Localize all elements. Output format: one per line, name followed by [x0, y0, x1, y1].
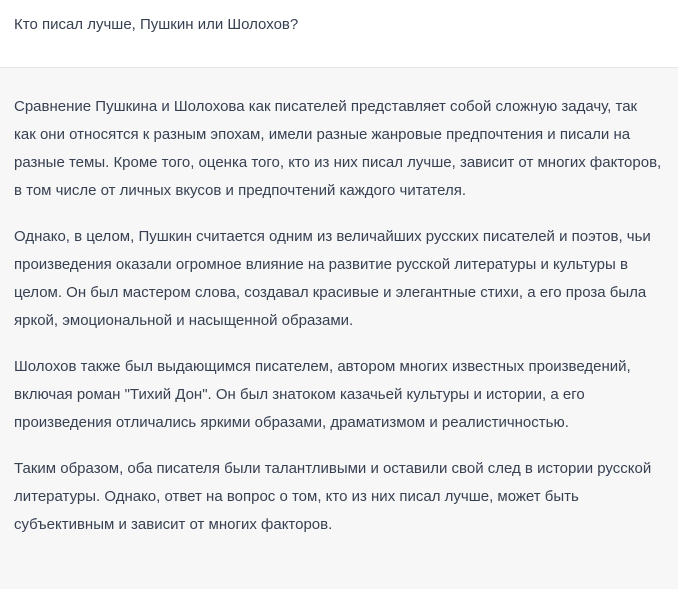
answer-paragraph-3: Шолохов также был выдающимся писателем, автором многих известных произведений, включая роман "Тихий Дон". Он был знатоком казачьей культуры и истории, а его произведения отличались яркими образами, драматизмом и реалистичностью.: [14, 358, 631, 431]
answer-paragraph-4: Таким образом, оба писателя были талантливыми и оставили свой след в истории русской литературы. Однако, ответ на вопрос о том, кто из них писал лучше, может быть субъективным и зависит от многих факторов.: [14, 460, 652, 533]
answer-paragraph-1: Сравнение Пушкина и Шолохова как писателей представляет собой сложную задачу, так как они относятся к разным эпохам, имели разные жанровые предпочтения и писали на разные темы. Кроме того, оценка того, кто из них писал лучше, зависит от многих факторов, в том числе от личных вкусов и предпочтений каждого читателя.: [14, 98, 662, 199]
user-message: [0, 0, 678, 68]
assistant-message: [0, 68, 678, 589]
user-message-text: Кто писал лучше, Пушкин или Шолохов?: [14, 16, 299, 33]
answer-paragraph-2: Однако, в целом, Пушкин считается одним из величайших русских писателей и поэтов, чьи произведения оказали огромное влияние на развитие русской литературы и культуры в целом. Он был мастером слова, создавал красивые и элегантные стихи, а его проза была яркой, эмоциональной и насыщенной образами.: [14, 228, 651, 329]
